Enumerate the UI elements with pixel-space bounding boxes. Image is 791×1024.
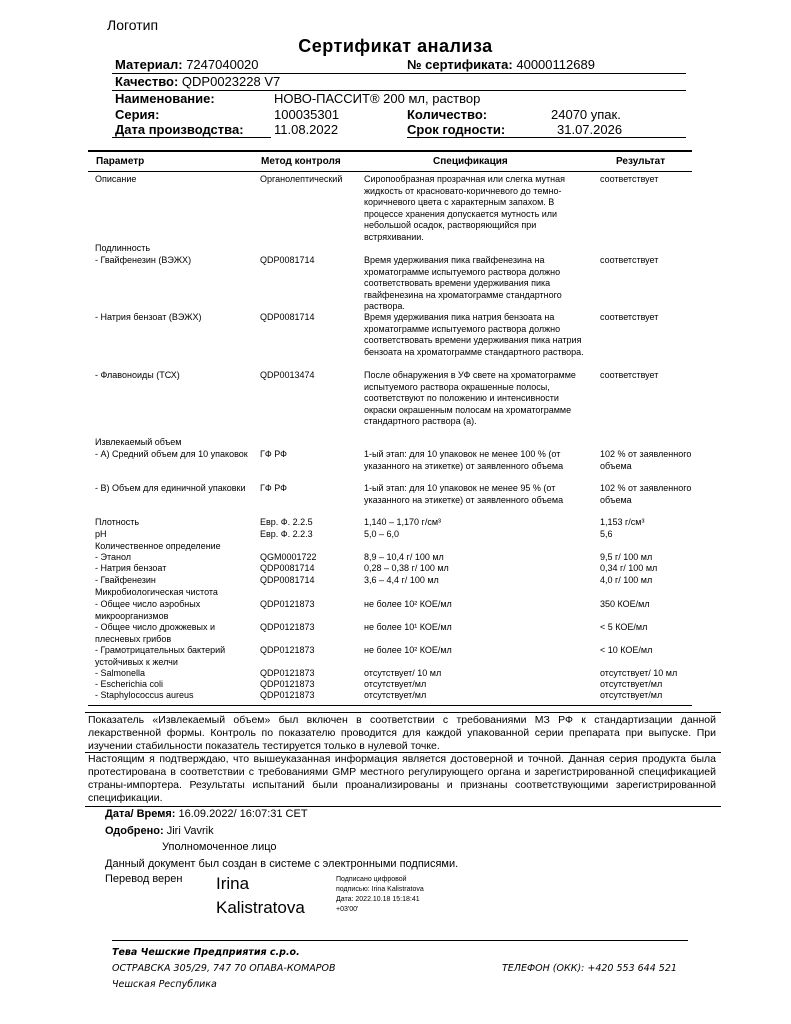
logo-label: Логотип [107, 17, 159, 33]
digital-signature-block [336, 875, 424, 915]
col-header-method: Метод контроля [261, 156, 341, 167]
cell-param: - Натрия бензоат (ВЭЖХ) [95, 312, 202, 322]
cell-result: соответствует [600, 370, 659, 380]
footer-rule [112, 940, 688, 941]
series-value: 100035301 [274, 107, 340, 122]
cell-method: QDP0121873 [260, 599, 315, 609]
digital-sig-line: Дата: 2022.10.18 15:18:41 [336, 896, 420, 903]
cell-method: QDP0121873 [260, 679, 315, 689]
cell-spec: не более 10² КОЕ/мл [364, 599, 452, 609]
table-top-rule [88, 150, 692, 152]
cell-spec: не более 10² КОЕ/мл [364, 645, 452, 655]
cell-result: отсутствует/ 10 мл [600, 668, 678, 678]
cell-spec: 1-ый этап: для 10 упаковок не менее 95 % (от указанного на этикетке) от заявленного объема [364, 483, 564, 505]
cell-param: Описание [95, 174, 137, 184]
cell-method: QDP0121873 [260, 668, 315, 678]
qty-value: 24070 упак. [551, 107, 621, 122]
cell-result: 350 КОЕ/мл [600, 599, 650, 609]
digital-sig-line: +03'00' [336, 906, 359, 913]
cell-param: - Salmonella [95, 668, 146, 678]
date-time-field [105, 808, 308, 820]
cell-method: Евр. Ф. 2.2.5 [260, 517, 313, 527]
cell-method: ГФ РФ [260, 483, 287, 493]
name-value: НОВО-ПАССИТ® 200 мл, раствор [274, 91, 481, 106]
quality-label: Качество: [115, 74, 179, 89]
footer-company: Тева Чешские Предприятия с.р.о. [112, 947, 300, 958]
cell-param: - А) Средний объем для 10 упаковок [95, 449, 248, 459]
prod-value: 11.08.2022 [274, 122, 339, 137]
cell-param: - Escherichia coli [95, 679, 164, 689]
cell-method: QDP0121873 [260, 622, 315, 632]
cell-param: - В) Объем для единичной упаковки [95, 483, 246, 493]
document-title: Сертификат анализа [298, 36, 493, 56]
cell-spec: 3,6 – 4,4 г/ 100 мл [364, 575, 439, 585]
cell-result: соответствует [600, 255, 659, 265]
cell-result: < 5 КОЕ/мл [600, 622, 648, 632]
cell-spec: отсутствует/мл [364, 690, 427, 700]
header-divider [407, 137, 686, 138]
table-header-rule [88, 171, 692, 172]
cell-param: Количественное определение [95, 541, 221, 551]
cell-spec: не более 10¹ КОЕ/мл [364, 622, 452, 632]
col-header-param: Параметр [96, 156, 145, 167]
cell-param: - Staphylococcus aureus [95, 690, 194, 700]
cell-result: соответствует [600, 312, 659, 322]
col-header-result: Результат [616, 156, 666, 167]
cell-spec: 1,140 – 1,170 г/см³ [364, 517, 442, 527]
cell-param: - Грамотрицательных бактерий устойчивых к желчи [95, 645, 226, 667]
cell-param: - Гвайфенезин (ВЭЖХ) [95, 255, 192, 265]
cell-result: < 10 КОЕ/мл [600, 645, 653, 655]
quality-field [115, 74, 280, 89]
translator-name-line1: Irina [216, 874, 250, 893]
cell-spec: отсутствует/ 10 мл [364, 668, 442, 678]
footer-country: Чешская Республика [112, 979, 217, 990]
col-header-spec: Спецификация [433, 156, 508, 167]
cell-spec: После обнаружения в УФ свете на хроматограмме испытуемого раствора окрашенные полосы, соответствуют по положению и интенсивности окраски окрашенным полосам на хроматограмме стандартного раствора (а). [364, 370, 576, 426]
cell-method: Евр. Ф. 2.2.3 [260, 529, 313, 539]
cell-param: Плотность [95, 517, 140, 527]
cell-param: - Флавоноиды (ТСХ) [95, 370, 180, 380]
cert-field [407, 57, 595, 72]
cell-method: Органолептический [260, 174, 343, 184]
prod-label: Дата производства: [115, 122, 244, 137]
cell-spec: 8,9 – 10,4 г/ 100 мл [364, 552, 444, 562]
cell-result: 0,34 г/ 100 мл [600, 563, 658, 573]
cell-spec: 1-ый этап: для 10 упаковок не менее 100 % (от указанного на этикетке) от заявленного объема [364, 449, 564, 471]
translator-name-line2: Kalistratova [216, 898, 305, 917]
cell-result: 1,153 г/см³ [600, 517, 645, 527]
cell-result: 102 % от заявленного объема [600, 449, 692, 471]
cell-method: QDP0121873 [260, 690, 315, 700]
material-label: Материал: [115, 57, 183, 72]
cell-result: 5,6 [600, 529, 613, 539]
cell-method: QDP0081714 [260, 312, 315, 322]
material-field [115, 57, 259, 72]
cell-spec: Время удерживания пика натрия бензоата на хроматограмме испытуемого раствора должно соответствовать времени удерживания пика натрия бензоата на хроматограмме стандартного раствора. [364, 312, 584, 357]
quality-value: QDP0023228 V7 [181, 74, 281, 89]
cell-param: - Этанол [95, 552, 132, 562]
series-label: Серия: [115, 107, 160, 122]
approved-label: Одобрено: [105, 825, 164, 837]
approved-value: Jiri Vavrik [166, 825, 214, 837]
cell-spec: Время удерживания пика гвайфенезина на хроматограмме испытуемого раствора должно соответствовать времени удерживания пика гвайфенезина на хроматограмме стандартного раствора. [364, 255, 562, 311]
cell-spec: отсутствует/мл [364, 679, 427, 689]
cell-result: 9,5 г/ 100 мл [600, 552, 653, 562]
qty-label: Количество: [407, 107, 488, 122]
cell-method: QDP0013474 [260, 370, 315, 380]
material-value: 7247040020 [186, 57, 259, 72]
cell-spec: Сиропообразная прозрачная или слегка мутная жидкость от красновато-коричневого до темно-коричневого цвета с характерным запахом. В процессе хранения допускается мутность или небольшой осадок, растворяющийся при встряхивании. [364, 174, 565, 242]
cell-param: - Общее число аэробных микроорганизмов [95, 599, 201, 621]
footer-address: ОСТРАВСКА 305/29, 747 70 ОПАВА-КОМАРОВ [112, 963, 336, 974]
exp-label: Срок годности: [407, 122, 506, 137]
cert-label: № сертификата: [407, 57, 513, 72]
cell-param: Микробиологическая чистота [95, 587, 218, 597]
cell-method: QDP0081714 [260, 255, 315, 265]
cell-result: 4,0 г/ 100 мл [600, 575, 653, 585]
cell-spec: 0,28 – 0,38 г/ 100 мл [364, 563, 449, 573]
digital-sig-line: Подписано цифровой [336, 876, 407, 883]
exp-value: 31.07.2026 [557, 122, 623, 137]
cell-param: - Гвайфенезин [95, 575, 156, 585]
cert-value: 40000112689 [516, 57, 595, 72]
cell-param: Подлинность [95, 243, 151, 253]
cell-result: 102 % от заявленного объема [600, 483, 692, 505]
cell-method: QGM0001722 [260, 552, 317, 562]
cell-result: отсутствует/мл [600, 690, 663, 700]
authorized-person-role: Уполномоченное лицо [162, 841, 277, 853]
date-value: 16.09.2022/ 16:07:31 CET [178, 808, 308, 820]
date-label: Дата/ Время: [105, 808, 176, 820]
cell-method: QDP0121873 [260, 645, 315, 655]
cell-method: ГФ РФ [260, 449, 287, 459]
note-bottom-rule [85, 806, 721, 807]
cell-result: отсутствует/мл [600, 679, 663, 689]
note-top-rule [85, 712, 721, 713]
cell-param: - Общее число дрожжевых и плесневых грибов [95, 622, 216, 644]
footer-phone: ТЕЛЕФОН (ОКК): +420 553 644 521 [502, 963, 677, 974]
approved-field [105, 825, 214, 837]
esign-note: Данный документ был создан в системе с электронными подписями. [105, 858, 459, 870]
header-divider [112, 137, 271, 138]
cell-method: QDP0081714 [260, 575, 315, 585]
digital-sig-line: подписью: Irina Kalistratova [336, 886, 424, 893]
cell-param: Извлекаемый объем [95, 437, 182, 447]
table-bottom-rule [88, 705, 692, 706]
name-label: Наименование: [115, 91, 215, 106]
cell-method: QDP0081714 [260, 563, 315, 573]
cell-param: pH [95, 529, 107, 539]
translation-label: Перевод верен [105, 873, 183, 885]
cell-spec: 5,0 – 6,0 [364, 529, 400, 539]
extractable-volume-note: Показатель «Извлекаемый объем» был включен в соответствии с требованиями МЗ РФ к стандартизации данной лекарственной формы. Контроль по показателю проводится для каждой упакованной серии препарата при выпуске. При изучении стабильности показатель тестируется только в нулевой точке. [88, 714, 716, 752]
attestation-note: Настоящим я подтверждаю, что вышеуказанная информация является достоверной и точной. Данная серия продукта была протестирована в соответствии с требованиями GMP местного регулирующего органа и зарегистрированной спецификацией страны-импортера. Результаты испытаний были проанализированы и признаны соответствующими зарегистрированной спецификации. [88, 753, 716, 804]
cell-result: соответствует [600, 174, 659, 184]
cell-param: - Натрия бензоат [95, 563, 167, 573]
